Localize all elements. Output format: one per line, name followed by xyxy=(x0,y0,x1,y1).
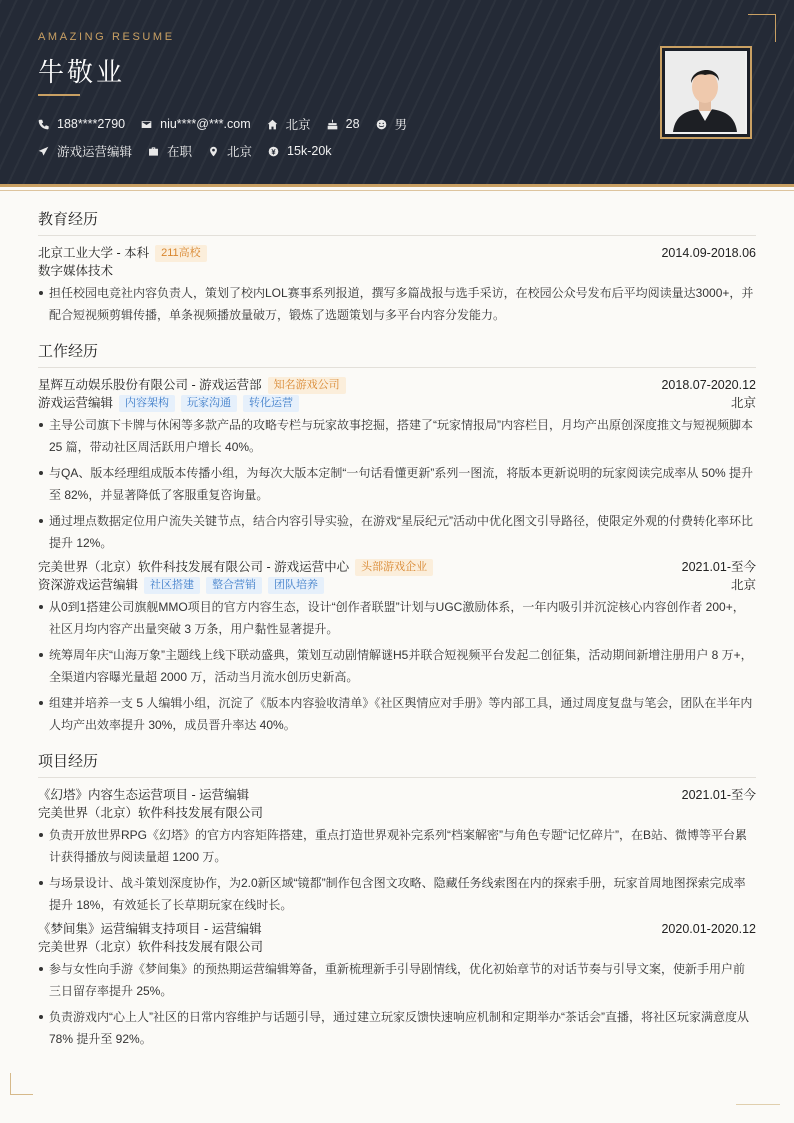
school-tag: 211高校 xyxy=(155,245,207,262)
bullet-list xyxy=(38,824,756,916)
list-item: 主导公司旗下卡牌与休闲等多款产品的攻略专栏与玩家故事挖掘，搭建了“玩家情报局”内容栏目，月均产出原创深度推文与短视频脚本 25 篇，带动社区周活跃用户增长 40%。 xyxy=(38,414,756,458)
job-entry xyxy=(38,376,756,554)
entry-subheader xyxy=(38,804,756,822)
entry-header xyxy=(38,376,756,394)
skill-tag: 社区搭建 xyxy=(144,577,200,594)
corner-ornament xyxy=(748,14,776,42)
entry-subheader xyxy=(38,938,756,956)
info-status xyxy=(148,142,192,160)
info-position xyxy=(38,142,132,160)
location-icon xyxy=(208,146,219,157)
info-phone xyxy=(38,117,125,131)
entry-date: 2014.09-2018.06 xyxy=(661,246,756,260)
skill-tag: 内容架构 xyxy=(119,395,175,412)
cake-icon xyxy=(327,119,338,130)
entry-header xyxy=(38,558,756,576)
entry-subheader xyxy=(38,394,756,412)
job-location: 北京 xyxy=(730,396,756,410)
project-section xyxy=(38,750,756,1050)
job-intent-row xyxy=(38,142,348,160)
entry-date: 2018.07-2020.12 xyxy=(661,378,756,392)
status-text: 在职 xyxy=(167,145,193,159)
city-text: 北京 xyxy=(227,145,253,159)
project-org: 完美世界（北京）软件科技发展有限公司 xyxy=(38,940,264,954)
project-name: 《幻塔》内容生态运营项目 - 运营编辑 xyxy=(38,788,250,802)
send-icon xyxy=(38,146,49,157)
gender-icon xyxy=(376,119,387,130)
avatar-image xyxy=(665,51,747,134)
major-name: 数字媒体技术 xyxy=(38,264,114,278)
skill-tag: 整合营销 xyxy=(206,577,262,594)
money-icon xyxy=(268,146,279,157)
info-salary xyxy=(268,144,331,158)
home-text: 北京 xyxy=(285,118,311,132)
mail-icon xyxy=(141,119,152,130)
phone-icon xyxy=(38,119,49,130)
entry-header xyxy=(38,786,756,804)
education-section xyxy=(38,208,756,326)
briefcase-icon xyxy=(148,146,159,157)
work-section xyxy=(38,340,756,736)
info-home xyxy=(267,115,311,133)
bullet-list xyxy=(38,282,756,326)
project-name: 《梦间集》运营编辑支持项目 - 运营编辑 xyxy=(38,922,262,936)
avatar xyxy=(660,46,752,139)
section-title: 教育经历 xyxy=(38,208,756,236)
list-item: 组建并培养一支 5 人编辑小组，沉淀了《版本内容验收清单》《社区舆情应对手册》等内部工具，通过周度复盘与笔会，团队在半年内人均产出效率提升 30%，成员晋升率达 40%。 xyxy=(38,692,756,736)
entry-date: 2021.01-至今 xyxy=(681,788,756,802)
job-location: 北京 xyxy=(730,578,756,592)
bullet-list xyxy=(38,414,756,554)
candidate-name: 牛敬业 xyxy=(38,58,126,88)
list-item: 通过埋点数据定位用户流失关键节点，结合内容引导实验，在游戏“星辰纪元”活动中优化图文引导路径，使限定外观的付费转化率环比提升 12%。 xyxy=(38,510,756,554)
gender-text: 男 xyxy=(394,118,408,132)
entry-date: 2021.01-至今 xyxy=(681,560,756,574)
list-item: 负责开放世界RPG《幻塔》的官方内容矩阵搭建，重点打造世界观补完系列“档案解密”与角色专题“记忆碎片”，在B站、微博等平台累计获得播放与阅读量超 1200 万。 xyxy=(38,824,756,868)
list-item: 负责游戏内“心上人”社区的日常内容维护与话题引导，通过建立玩家反馈快速响应机制和定期举办“茶话会”直播，将社区玩家满意度从 78% 提升至 92%。 xyxy=(38,1006,756,1050)
bullet-list xyxy=(38,596,756,736)
info-gender xyxy=(376,115,408,133)
name-underline xyxy=(38,94,80,96)
info-city xyxy=(208,142,252,160)
age-text: 28 xyxy=(345,117,360,131)
bullet-list xyxy=(38,958,756,1050)
list-item: 与QA、版本经理组成版本传播小组，为每次大版本定制“一句话看懂更新”系列一图流，将版本更新说明的玩家阅读完成率从 50% 提升至 82%，并显著降低了客服重复咨询量。 xyxy=(38,462,756,506)
company-tag: 知名游戏公司 xyxy=(268,377,346,394)
section-title: 工作经历 xyxy=(38,340,756,368)
home-icon xyxy=(267,119,278,130)
job-entry xyxy=(38,558,756,736)
project-entry xyxy=(38,786,756,916)
company-tag: 头部游戏企业 xyxy=(355,559,433,576)
company-name: 星辉互动娱乐股份有限公司 - 游戏运营部 xyxy=(38,378,262,392)
job-role: 游戏运营编辑 xyxy=(38,396,114,410)
contact-row xyxy=(38,115,423,133)
school-name: 北京工业大学 - 本科 xyxy=(38,246,150,260)
eyebrow-label: AMAZING RESUME xyxy=(38,31,175,43)
footer-rule xyxy=(736,1104,780,1105)
entry-subheader xyxy=(38,576,756,594)
email-text: niu****@***.com xyxy=(160,117,251,131)
project-org: 完美世界（北京）软件科技发展有限公司 xyxy=(38,806,264,820)
skill-tag: 转化运营 xyxy=(243,395,299,412)
section-title: 项目经历 xyxy=(38,750,756,778)
corner-ornament xyxy=(10,1073,33,1095)
entry-header xyxy=(38,920,756,938)
project-entry xyxy=(38,920,756,1050)
skill-tag: 玩家沟通 xyxy=(181,395,237,412)
info-email xyxy=(141,117,251,131)
entry-date: 2020.01-2020.12 xyxy=(661,922,756,936)
list-item: 与场景设计、战斗策划深度协作，为2.0新区域“镜都”制作包含图文攻略、隐藏任务线索图在内的探索手册，玩家首周地图探索完成率提升 18%，有效延长了长草期玩家在线时长。 xyxy=(38,872,756,916)
list-item: 统筹周年庆“山海万象”主题线上线下联动盛典，策划互动剧情解谜H5并联合短视频平台发起二创征集，活动期间新增注册用户 8 万+，全渠道内容曝光量超 2000 万，活动当月流水创历史新高。 xyxy=(38,644,756,688)
list-item: 担任校园电竞社内容负责人，策划了校内LOL赛事系列报道，撰写多篇战报与选手采访，在校园公众号发布后平均阅读量达3000+，并配合短视频剪辑传播，单条视频播放量破万，锻炼了选题策划与多平台内容分发能力。 xyxy=(38,282,756,326)
person-portrait-icon xyxy=(665,51,745,132)
position-text: 游戏运营编辑 xyxy=(57,145,133,159)
resume-content xyxy=(38,208,756,1064)
job-role: 资深游戏运营编辑 xyxy=(38,578,139,592)
phone-text: 188****2790 xyxy=(57,117,126,131)
list-item: 从0到1搭建公司旗舰MMO项目的官方内容生态，设计“创作者联盟”计划与UGC激励体系，一年内吸引并沉淀核心内容创作者 200+，社区月均内容产出量突破 3 万条，用户黏性显著提升。 xyxy=(38,596,756,640)
company-name: 完美世界（北京）软件科技发展有限公司 - 游戏运营中心 xyxy=(38,560,350,574)
info-age xyxy=(327,117,360,131)
resume-header xyxy=(0,0,794,187)
list-item: 参与女性向手游《梦间集》的预热期运营编辑筹备，重新梳理新手引导剧情线，优化初始章节的对话节奏与引导文案，使新手用户前三日留存率提升 25%。 xyxy=(38,958,756,1002)
entry-subheader xyxy=(38,262,756,280)
education-entry xyxy=(38,244,756,326)
skill-tag: 团队培养 xyxy=(268,577,324,594)
entry-header xyxy=(38,244,756,262)
salary-text: 15k-20k xyxy=(287,144,332,158)
